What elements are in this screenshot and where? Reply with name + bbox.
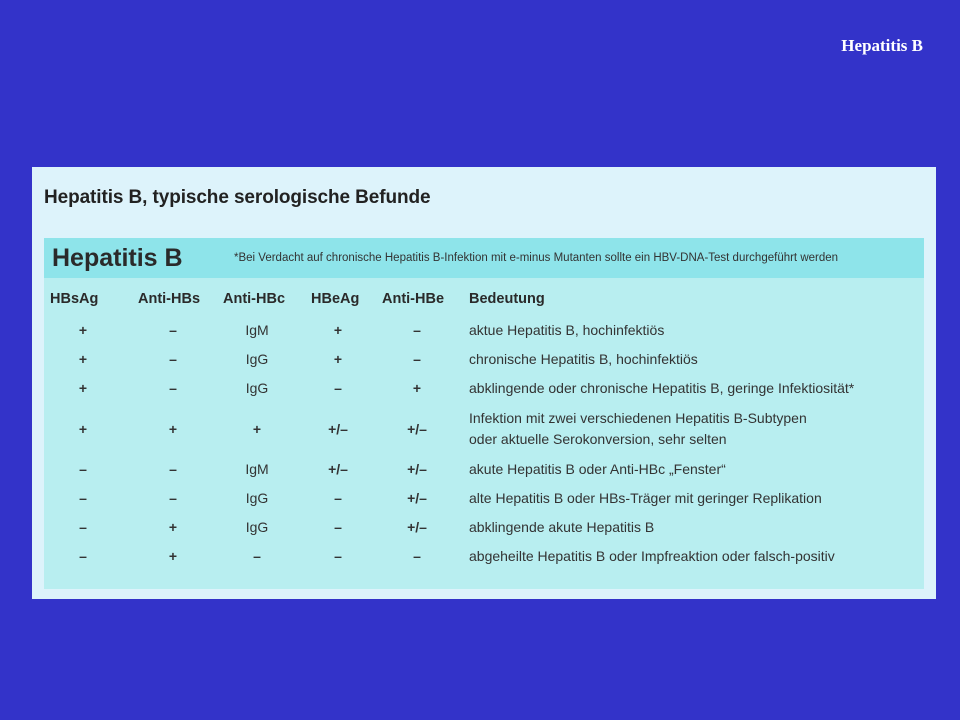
cell-anti-hbs: – (169, 351, 177, 367)
cell-anti-hbs: + (168, 421, 178, 437)
cell-anti-hbs: – (169, 461, 177, 477)
cell-anti-hbs: – (169, 322, 177, 338)
cell-anti-hbc: IgM (245, 322, 269, 338)
cell-hbeag: + (333, 322, 343, 338)
cell-hbsag: – (79, 519, 87, 535)
cell-bedeutung: abklingende oder chronische Hepatitis B, geringe Infektiosität* (469, 380, 855, 396)
cell-anti-hbs: – (169, 380, 177, 396)
cell-anti-hbe: + (412, 380, 422, 396)
cell-bedeutung: akute Hepatitis B oder Anti-HBc „Fenster“ (469, 461, 726, 477)
cell-anti-hbe: +/– (407, 519, 427, 535)
cell-anti-hbc: IgG (245, 351, 269, 367)
cell-hbsag: – (79, 548, 87, 564)
cell-bedeutung: alte Hepatitis B oder HBs-Träger mit geringer Replikation (469, 490, 822, 506)
header-hbeag: HBeAg (311, 291, 360, 307)
cell-anti-hbc: + (252, 421, 262, 437)
cell-hbeag: +/– (328, 461, 348, 477)
cell-hbsag: – (79, 490, 87, 506)
serology-table (44, 238, 924, 589)
banner-footnote: *Bei Verdacht auf chronische Hepatitis B-Infektion mit e-minus Mutanten sollte ein HBV-DNA-Test durchgeführt werden (234, 252, 839, 264)
cell-anti-hbe: – (413, 322, 421, 338)
cell-anti-hbc: IgG (245, 519, 269, 535)
header-hbsag: HBsAg (50, 291, 99, 307)
header-anti-hbs: Anti-HBs (138, 291, 201, 307)
cell-bedeutung-line2: oder aktuelle Serokonversion, sehr selten (469, 431, 727, 447)
cell-hbsag: + (78, 380, 88, 396)
cell-anti-hbe: +/– (407, 421, 427, 437)
cell-hbeag: – (334, 490, 342, 506)
cell-anti-hbs: + (168, 548, 178, 564)
cell-anti-hbe: +/– (407, 490, 427, 506)
header-anti-hbe: Anti-HBe (382, 291, 445, 307)
banner-title: Hepatitis B (52, 244, 183, 272)
cell-hbsag: – (79, 461, 87, 477)
header-anti-hbc: Anti-HBc (223, 291, 286, 307)
cell-bedeutung: Infektion mit zwei verschiedenen Hepatitis B-Subtypen (469, 410, 807, 426)
cell-hbsag: + (78, 322, 88, 338)
cell-anti-hbs: – (169, 490, 177, 506)
cell-anti-hbc: IgG (245, 490, 269, 506)
cell-bedeutung: aktue Hepatitis B, hochinfektiös (469, 322, 665, 338)
slide-title: Hepatitis B (841, 36, 923, 55)
cell-bedeutung: abgeheilte Hepatitis B oder Impfreaktion oder falsch-positiv (469, 548, 835, 564)
cell-anti-hbs: + (168, 519, 178, 535)
cell-anti-hbe: +/– (407, 461, 427, 477)
cell-hbeag: – (334, 548, 342, 564)
cell-anti-hbe: – (413, 548, 421, 564)
cell-bedeutung: chronische Hepatitis B, hochinfektiös (469, 351, 698, 367)
cell-hbsag: + (78, 421, 88, 437)
cell-hbeag: – (334, 380, 342, 396)
cell-hbsag: + (78, 351, 88, 367)
cell-hbeag: – (334, 519, 342, 535)
cell-anti-hbe: – (413, 351, 421, 367)
cell-hbeag: +/– (328, 421, 348, 437)
cell-anti-hbc: IgM (245, 461, 269, 477)
table-card (32, 167, 936, 599)
cell-bedeutung: abklingende akute Hepatitis B (469, 519, 655, 535)
card-heading: Hepatitis B, typische serologische Befunde (44, 187, 431, 208)
header-bedeutung: Bedeutung (469, 291, 545, 307)
cell-hbeag: + (333, 351, 343, 367)
table-banner (44, 238, 924, 278)
cell-anti-hbc: – (253, 548, 261, 564)
cell-anti-hbc: IgG (245, 380, 269, 396)
